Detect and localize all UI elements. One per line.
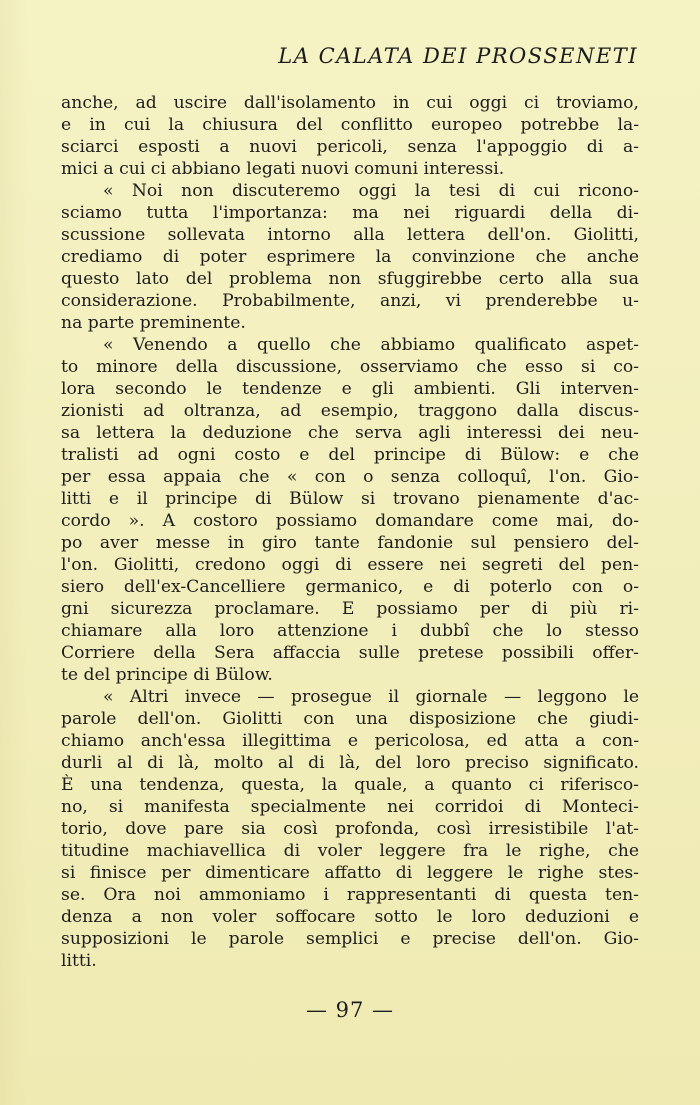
text-line: titudine machiavellica di voler leggere fra le righe, che <box>61 841 639 861</box>
running-head: LA CALATA DEI PROSSENETI <box>278 44 638 68</box>
text-line: Corriere della Sera affaccia sulle pretese possibili offer- <box>61 643 639 663</box>
text-line: sciamo tutta l'importanza: ma nei riguardi della di- <box>61 203 639 223</box>
text-line: te del principe di Bülow. <box>61 665 273 685</box>
text-line: torio, dove pare sia così profonda, così irresistibile l'at- <box>61 819 639 839</box>
text-line: l'on. Giolitti, credono oggi di essere nei segreti del pen- <box>61 555 639 575</box>
text-line: crediamo di poter esprimere la convinzione che anche <box>61 247 639 267</box>
text-line: sa lettera la deduzione che serva agli interessi dei neu- <box>61 423 639 443</box>
text-line: tralisti ad ogni costo e del principe di Bülow: e che <box>61 445 639 465</box>
text-line: to minore della discussione, osserviamo che esso si co- <box>61 357 639 377</box>
text-line: denza a non voler soffocare sotto le loro deduzioni e <box>61 907 639 927</box>
text-line: no, si manifesta specialmente nei corridoi di Monteci- <box>61 797 639 817</box>
text-line: siero dell'ex-Cancelliere germanico, e di poterlo con o- <box>61 577 639 597</box>
text-line: chiamo anch'essa illegittima e pericolosa, ed atta a con- <box>61 731 639 751</box>
text-line: mici a cui ci abbiano legati nuovi comuni interessi. <box>61 159 505 179</box>
text-line: zionisti ad oltranza, ad esempio, traggono dalla discus- <box>61 401 639 421</box>
text-line: parole dell'on. Giolitti con una disposizione che giudi- <box>61 709 639 729</box>
text-line: cordo ». A costoro possiamo domandare come mai, do- <box>61 511 639 531</box>
text-line: sciarci esposti a nuovi pericoli, senza l'appoggio di a- <box>61 137 639 157</box>
text-line: « Altri invece — prosegue il giornale — leggono le <box>103 687 639 707</box>
text-line: lora secondo le tendenze e gli ambienti. Gli interven- <box>61 379 639 399</box>
text-line: considerazione. Probabilmente, anzi, vi prenderebbe u- <box>61 291 639 311</box>
text-line: litti e il principe di Bülow si trovano pienamente d'ac- <box>61 489 639 509</box>
text-line: se. Ora noi ammoniamo i rappresentanti di questa ten- <box>61 885 639 905</box>
text-line: scussione sollevata intorno alla lettera dell'on. Giolitti, <box>61 225 639 245</box>
text-line: si finisce per dimenticare affatto di leggere le righe stes- <box>61 863 639 883</box>
text-line: « Venendo a quello che abbiamo qualificato aspet- <box>103 335 639 355</box>
text-line: e in cui la chiusura del conflitto europeo potrebbe la- <box>61 115 639 135</box>
text-line: questo lato del problema non sfuggirebbe certo alla sua <box>61 269 639 289</box>
text-line: durli al di là, molto al di là, del loro preciso significato. <box>61 753 639 773</box>
text-line: gni sicurezza proclamare. E possiamo per di più ri- <box>61 599 639 619</box>
text-line: È una tendenza, questa, la quale, a quanto ci riferisco- <box>61 775 639 795</box>
text-line: anche, ad uscire dall'isolamento in cui oggi ci troviamo, <box>61 93 639 113</box>
text-line: litti. <box>61 951 97 971</box>
text-line: per essa appaia che « con o senza colloquî, l'on. Gio- <box>61 467 639 487</box>
body-text <box>61 92 639 972</box>
text-line: supposizioni le parole semplici e precise dell'on. Gio- <box>61 929 639 949</box>
text-line: « Noi non discuteremo oggi la tesi di cui ricono- <box>103 181 639 201</box>
text-line: na parte preminente. <box>61 313 246 333</box>
text-line: po aver messe in giro tante fandonie sul pensiero del- <box>61 533 639 553</box>
page-number: — 97 — <box>305 998 395 1022</box>
text-line: chiamare alla loro attenzione i dubbî che lo stesso <box>61 621 639 641</box>
